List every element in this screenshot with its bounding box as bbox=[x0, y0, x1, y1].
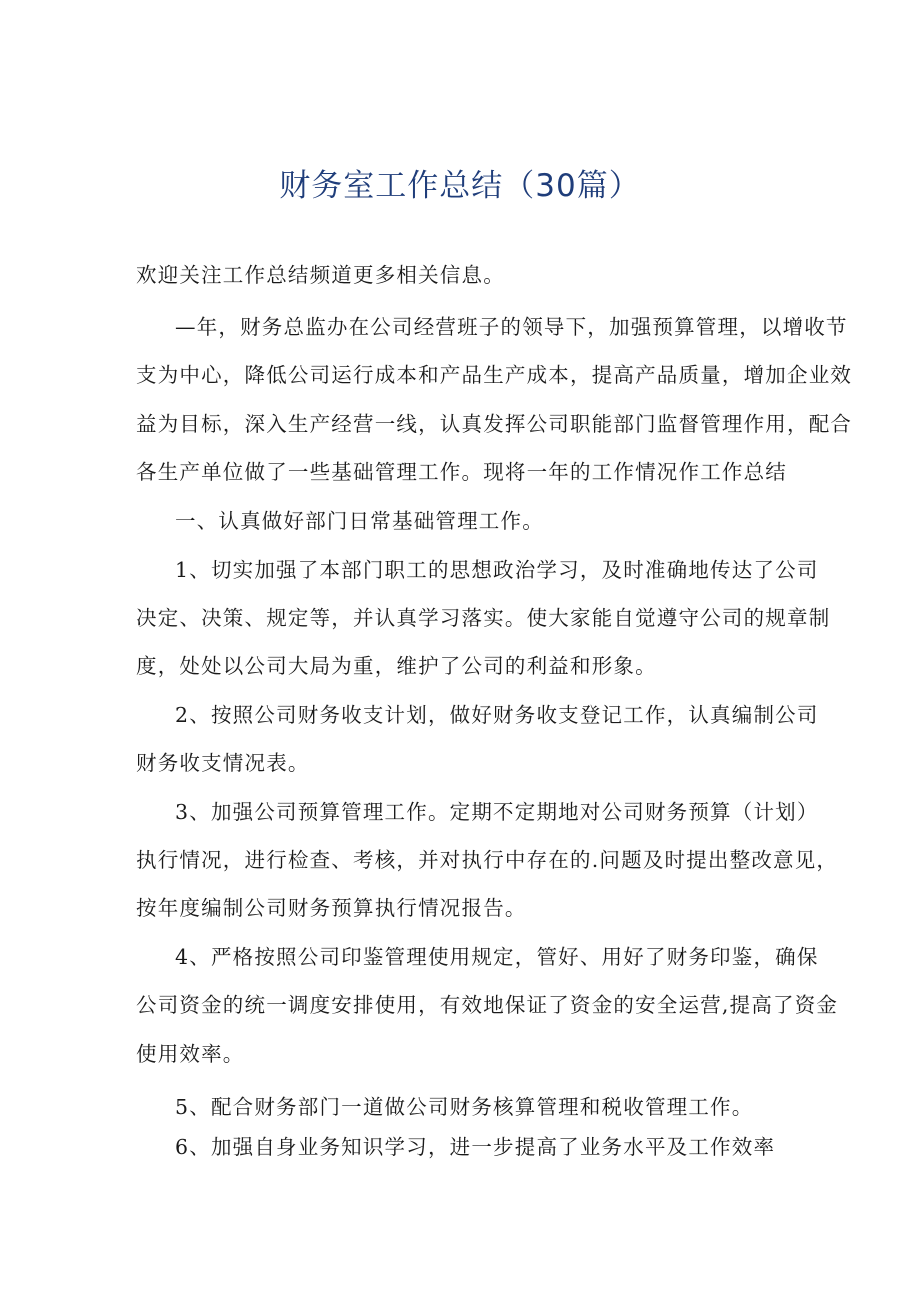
paragraph-line: 度，处处以公司大局为重，维护了公司的利益和形象。 bbox=[136, 654, 657, 678]
paragraph-line: 按年度编制公司财务预算执行情况报告。 bbox=[136, 896, 527, 920]
document-title: 财务室工作总结（30篇） bbox=[279, 168, 641, 204]
paragraph-line: 3、加强公司预算管理工作。定期不定期地对公司财务预算（计划） bbox=[175, 800, 819, 824]
paragraph-line: 使用效率。 bbox=[136, 1042, 245, 1066]
paragraph-line: 公司资金的统一调度安排使用，有效地保证了资金的安全运营,提高了资金 bbox=[136, 993, 839, 1017]
paragraph-line: 2、按照公司财务收支计划，做好财务收支登记工作，认真编制公司 bbox=[175, 703, 819, 727]
paragraph-line: 益为目标，深入生产经营一线，认真发挥公司职能部门监督管理作用，配合 bbox=[136, 412, 853, 436]
section-heading: 一、认真做好部门日常基础管理工作。 bbox=[175, 509, 544, 533]
paragraph-line: 6、加强自身业务知识学习，进一步提高了业务水平及工作效率 bbox=[175, 1135, 776, 1159]
paragraph-line: 执行情况，进行检查、考核，并对执行中存在的.问题及时提出整改意见， bbox=[136, 848, 839, 872]
paragraph-line: —年，财务总监办在公司经营班子的领导下，加强预算管理，以增收节 bbox=[175, 315, 848, 339]
paragraph-line: 4、严格按照公司印鉴管理使用规定，管好、用好了财务印鉴，确保 bbox=[175, 945, 819, 969]
paragraph-line: 支为中心，降低公司运行成本和产品生产成本，提高产品质量，增加企业效 bbox=[136, 363, 853, 387]
paragraph-line: 各生产单位做了一些基础管理工作。现将一年的工作情况作工作总结 bbox=[136, 460, 787, 484]
intro-line: 欢迎关注工作总结频道更多相关信息。 bbox=[136, 263, 505, 287]
paragraph-line: 1、切实加强了本部门职工的思想政治学习，及时准确地传达了公司 bbox=[175, 558, 819, 582]
paragraph-line: 决定、决策、规定等，并认真学习落实。使大家能自觉遵守公司的规章制 bbox=[136, 606, 831, 630]
paragraph-line: 财务收支情况表。 bbox=[136, 751, 310, 775]
paragraph-line: 5、配合财务部门一道做公司财务核算管理和税收管理工作。 bbox=[175, 1095, 754, 1119]
